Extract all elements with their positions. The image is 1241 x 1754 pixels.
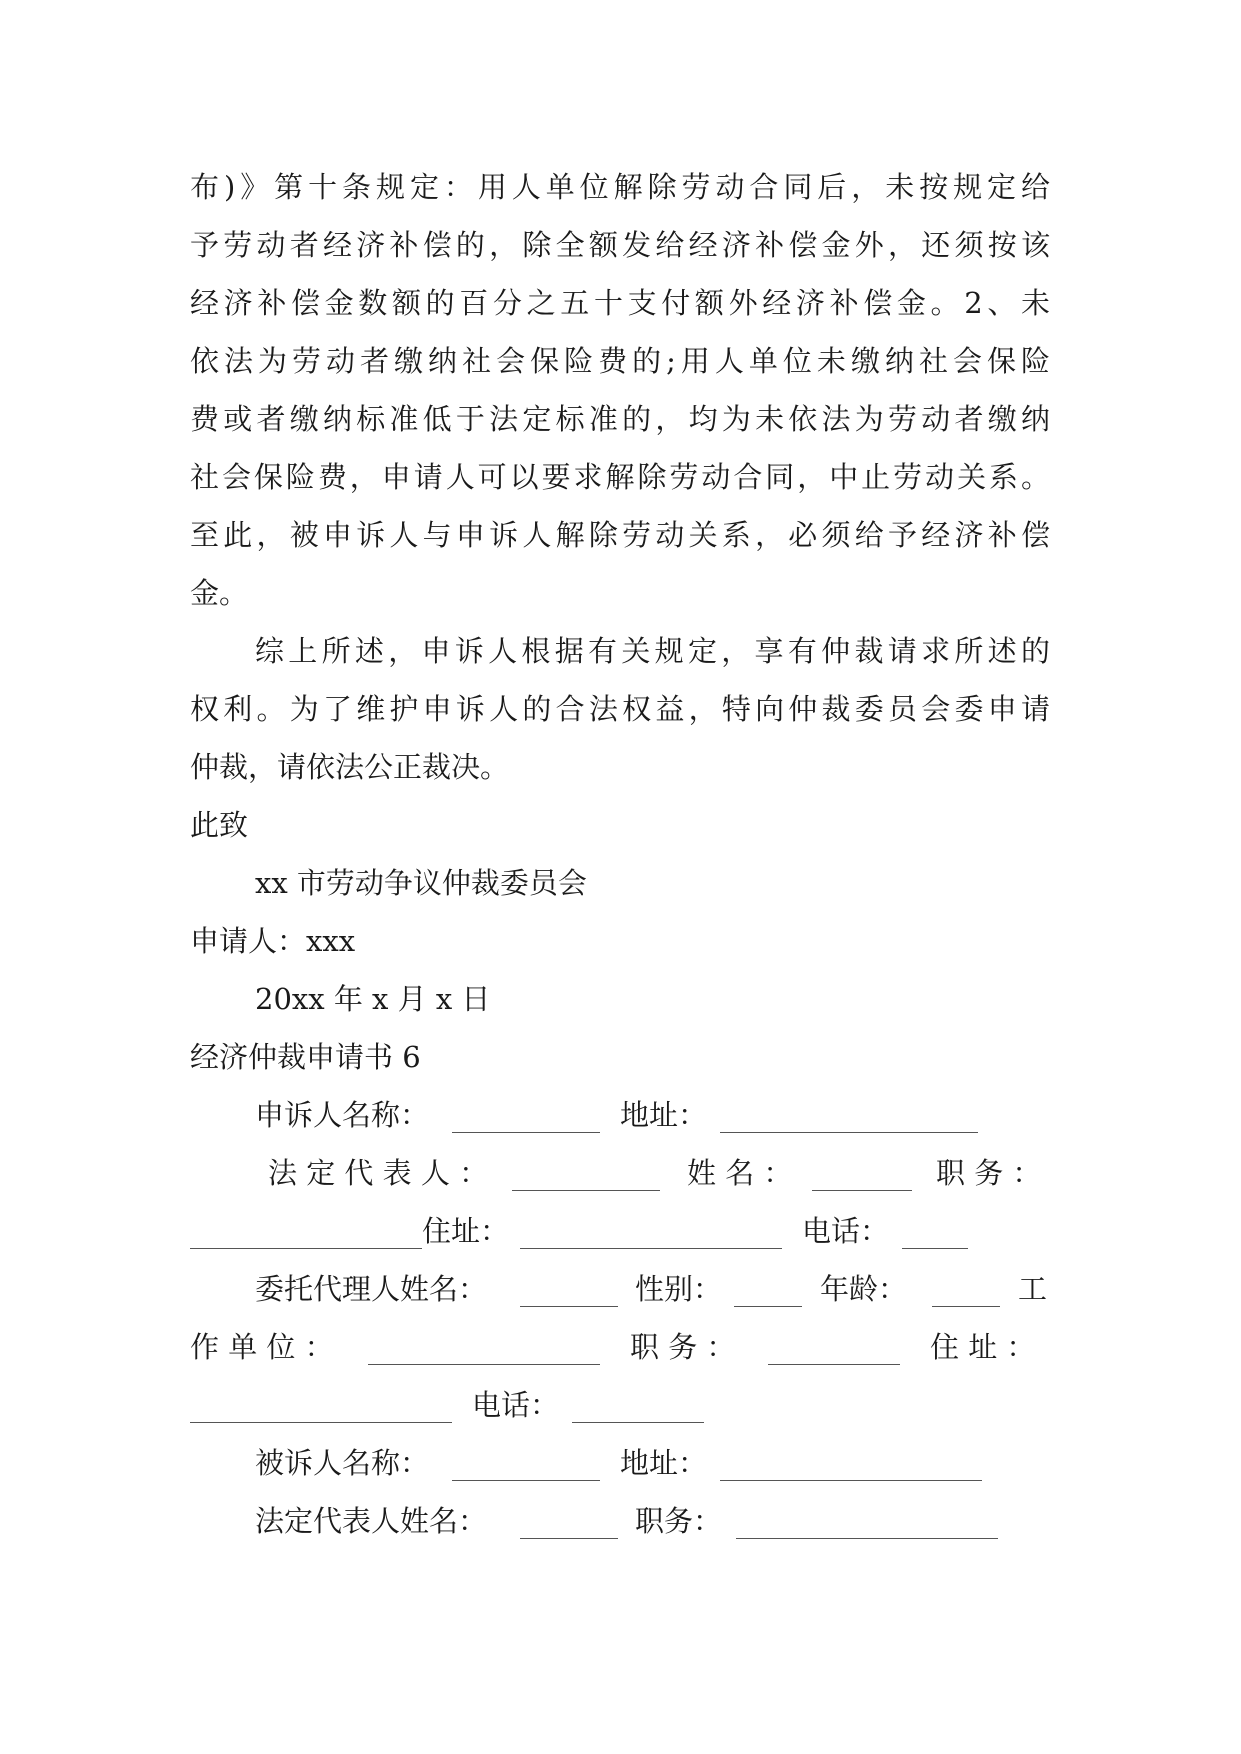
respondent-name-field[interactable] [452, 1446, 600, 1481]
position-label: 职 务 ： [936, 1156, 1042, 1190]
form-row [190, 1086, 1050, 1144]
work-unit-label: 作 单 位 ： [190, 1330, 334, 1364]
paragraph-line: 费或者缴纳标准低于法定标准的，均为未依法为劳动者缴纳 [190, 402, 1050, 436]
address-label: 地址： [620, 1098, 708, 1132]
form-row [190, 1492, 1050, 1550]
position3-label: 职务： [635, 1504, 723, 1538]
address2-field[interactable] [720, 1446, 982, 1481]
document-page [190, 158, 1050, 1550]
form-row [190, 1434, 1050, 1492]
legal-rep-label: 法 定 代 表 人 ： [268, 1156, 489, 1190]
phone2-field[interactable] [572, 1388, 704, 1423]
residence2-field[interactable] [190, 1388, 452, 1423]
age-label: 年龄： [820, 1272, 908, 1306]
name-field[interactable] [812, 1156, 912, 1191]
summary-line: 仲裁，请依法公正裁决。 [190, 750, 510, 784]
summary-text: 综上所述，申诉人根据有关规定，享有仲裁请求所述的 [255, 634, 1050, 668]
residence-label: 住址： [422, 1214, 510, 1248]
legal-rep-name-field[interactable] [520, 1504, 618, 1539]
residence2-label: 住 址 ： [930, 1330, 1036, 1364]
paragraph-line: 金。 [190, 576, 249, 610]
paragraph-line: 予劳动者经济补偿的，除全额发给经济补偿金外，还须按该 [190, 228, 1050, 262]
paragraph-line: 经济补偿金数额的百分之五十支付额外经济补偿金。2、未 [190, 286, 1050, 320]
work-unit-field[interactable] [368, 1330, 600, 1365]
legal-rep-name-label: 法定代表人姓名： [255, 1504, 488, 1538]
gender-label: 性别： [635, 1272, 723, 1306]
paragraph-line: 依法为劳动者缴纳社会保险费的;用人单位未缴纳社会保险 [190, 344, 1050, 378]
form-row [190, 1144, 1050, 1202]
name-label: 姓 名 ： [687, 1156, 793, 1190]
agent-name-label: 委托代理人姓名： [255, 1272, 488, 1306]
complainant-name-label: 申诉人名称： [255, 1098, 430, 1132]
applicant-signature: 申请人：xxx [190, 924, 356, 958]
phone-label: 电话： [802, 1214, 890, 1248]
paragraph-line: 至此，被申诉人与申诉人解除劳动关系，必须给予经济补偿 [190, 518, 1050, 552]
address-field[interactable] [720, 1098, 978, 1133]
form-row [190, 1318, 1050, 1376]
respondent-name-label: 被诉人名称： [255, 1446, 430, 1480]
age-field[interactable] [932, 1272, 1000, 1307]
section-title: 经济仲裁申请书 6 [190, 1040, 421, 1074]
work-label-char: 工 [1018, 1272, 1048, 1306]
date: 20xx 年 x 月 x 日 [255, 982, 491, 1016]
form-row [190, 1202, 1050, 1260]
phone-field[interactable] [902, 1214, 968, 1249]
gender-field[interactable] [734, 1272, 802, 1307]
form-row [190, 1260, 1050, 1318]
position-field[interactable] [190, 1214, 422, 1249]
paragraph-line: 社会保险费，申请人可以要求解除劳动合同，中止劳动关系。 [190, 460, 1050, 494]
legal-rep-field[interactable] [512, 1156, 660, 1191]
residence-field[interactable] [520, 1214, 782, 1249]
position3-field[interactable] [736, 1504, 998, 1539]
summary-line [190, 622, 1050, 680]
salutation: 此致 [190, 808, 249, 842]
address2-label: 地址： [620, 1446, 708, 1480]
recipient: xx 市劳动争议仲裁委员会 [255, 866, 587, 900]
form-row [190, 1376, 1050, 1434]
summary-line: 权利。为了维护申诉人的合法权益，特向仲裁委员会委申请 [190, 692, 1050, 726]
phone2-label: 电话： [472, 1388, 560, 1422]
position2-label: 职 务 ： [630, 1330, 736, 1364]
agent-name-field[interactable] [520, 1272, 618, 1307]
complainant-name-field[interactable] [452, 1098, 600, 1133]
position2-field[interactable] [768, 1330, 900, 1365]
paragraph-line: 布)》第十条规定：用人单位解除劳动合同后，未按规定给 [190, 170, 1050, 204]
